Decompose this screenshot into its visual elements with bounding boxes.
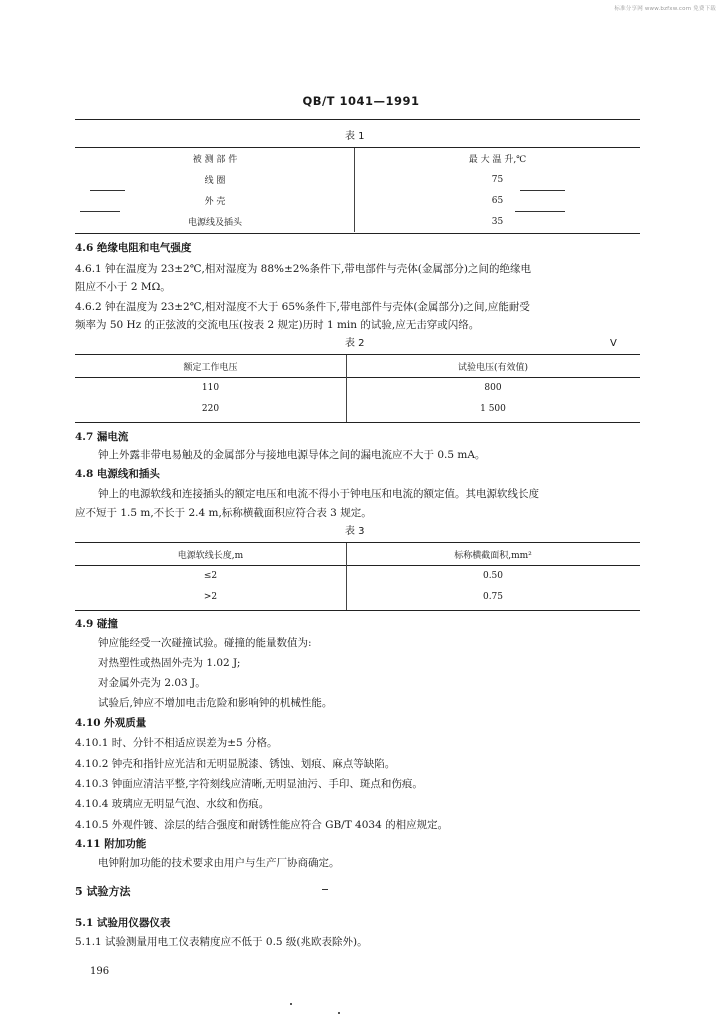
section-4-10-heading: 4.10 外观质量 bbox=[75, 717, 147, 729]
table2-caption: 表 2 bbox=[345, 338, 365, 349]
table1-cell: 35 bbox=[491, 216, 504, 227]
section-4-9-heading: 4.9 碰撞 bbox=[75, 618, 118, 630]
section-4-7-heading: 4.7 漏电流 bbox=[75, 431, 129, 443]
para-4-9-line2: 对热塑性或热固外壳为 1.02 J; bbox=[98, 657, 241, 669]
para-4-6-2-line1: 4.6.2 钟在温度为 23±2℃,相对湿度不大于 65%条件下,带电部件与壳体(金属部分)之间,应能耐受 bbox=[75, 301, 530, 313]
item-4-10-1: 4.10.1 时、分针不相适应误差为±5 分格。 bbox=[75, 737, 278, 749]
para-4-9-line4: 试验后,钟应不增加电击危险和影响钟的机械性能。 bbox=[98, 697, 333, 709]
table-row bbox=[75, 565, 640, 586]
section-4-6-heading: 4.6 绝缘电阻和电气强度 bbox=[75, 242, 192, 254]
item-4-10-4: 4.10.4 玻璃应无明显气泡、水纹和伤痕。 bbox=[75, 798, 270, 810]
table1-cell: 75 bbox=[491, 174, 504, 185]
table-row bbox=[75, 398, 640, 419]
table1-cell: 电源线及插头 bbox=[187, 218, 242, 228]
table1-tick bbox=[515, 211, 565, 212]
table1-cell: 65 bbox=[491, 195, 504, 206]
page-number: 196 bbox=[90, 966, 110, 977]
table3-header-area: 标称横截面积,mm² bbox=[454, 550, 532, 561]
table3-cell: >2 bbox=[203, 591, 218, 602]
table1-caption: 表 1 bbox=[345, 131, 365, 142]
watermark: 标准分享网 www.bzfxw.com 免费下载 bbox=[614, 6, 716, 12]
scan-speck bbox=[338, 1012, 340, 1014]
section-4-11-heading: 4.11 附加功能 bbox=[75, 838, 147, 850]
table1-cell: 外 壳 bbox=[204, 197, 226, 207]
table3-header-length: 电源软线长度,m bbox=[177, 550, 244, 561]
table3 bbox=[75, 543, 640, 607]
table1-tick bbox=[80, 211, 120, 212]
table1-tick bbox=[90, 190, 125, 191]
table1-header-part: 被 测 部 件 bbox=[192, 155, 238, 165]
item-4-10-2: 4.10.2 钟壳和指针应光洁和无明显脱漆、锈蚀、划痕、麻点等缺陷。 bbox=[75, 758, 396, 770]
table2-cell: 800 bbox=[484, 382, 502, 393]
table3-cell: 0.75 bbox=[482, 591, 504, 602]
table1-header-row bbox=[75, 148, 640, 169]
table2-cell: 220 bbox=[201, 403, 220, 414]
table2-header-row bbox=[75, 355, 640, 377]
scan-speck bbox=[290, 1003, 292, 1005]
header-rule bbox=[75, 119, 640, 120]
para-4-9-line1: 钟应能经受一次碰撞试验。碰撞的能量数值为: bbox=[98, 637, 312, 649]
table-row bbox=[75, 190, 640, 211]
table2-bottom-rule bbox=[75, 422, 640, 423]
table1-tick bbox=[520, 190, 565, 191]
item-4-10-3: 4.10.3 钟面应清洁平整,字符刻线应清晰,无明显油污、手印、斑点和伤痕。 bbox=[75, 778, 423, 790]
para-4-7: 钟上外露非带电易触及的金属部分与接地电源导体之间的漏电流应不大于 0.5 mA。 bbox=[98, 449, 486, 461]
table-row bbox=[75, 377, 640, 398]
para-4-8-line1: 钟上的电源软线和连接插头的额定电压和电流不得小于钟电压和电流的额定值。其电源软线长度 bbox=[98, 488, 539, 500]
item-4-10-5: 4.10.5 外观件镀、涂层的结合强度和耐锈性能应符合 GB/T 4034 的相应规定。 bbox=[75, 819, 449, 831]
table2 bbox=[75, 355, 640, 419]
table2-cell: 1 500 bbox=[480, 403, 506, 414]
table3-cell: ≤2 bbox=[203, 570, 218, 581]
table3-bottom-rule bbox=[75, 610, 640, 611]
section-4-8-heading: 4.8 电源线和插头 bbox=[75, 468, 160, 480]
table3-header-row bbox=[75, 543, 640, 565]
para-5-1-1: 5.1.1 试验测量用电工仪表精度应不低于 0.5 级(兆欧表除外)。 bbox=[75, 936, 368, 948]
para-4-11: 电钟附加功能的技术要求由用户与生产厂协商确定。 bbox=[98, 857, 340, 869]
para-4-6-2-line2: 频率为 50 Hz 的正弦波的交流电压(按表 2 规定)历时 1 min 的试验,应无击穿或闪络。 bbox=[75, 319, 480, 331]
section-5-1-heading: 5.1 试验用仪器仪表 bbox=[75, 917, 171, 929]
para-4-9-line3: 对金属外壳为 2.03 J。 bbox=[98, 677, 206, 689]
para-4-8-line2: 应不短于 1.5 m,不长于 2.4 m,标称横截面积应符合表 3 规定。 bbox=[75, 507, 372, 519]
table1-bottom-rule bbox=[75, 233, 640, 234]
table2-unit: V bbox=[610, 338, 617, 349]
table-row bbox=[75, 211, 640, 232]
table3-cell: 0.50 bbox=[482, 570, 504, 581]
table2-header-rated: 额定工作电压 bbox=[183, 362, 238, 373]
table3-caption: 表 3 bbox=[345, 526, 365, 537]
standard-code-header: QB/T 1041—1991 bbox=[302, 94, 420, 108]
para-4-6-1-line1: 4.6.1 钟在温度为 23±2℃,相对湿度为 88%±2%条件下,带电部件与壳体(金属部分)之间的绝缘电 bbox=[75, 263, 531, 275]
para-4-6-1-line2: 阻应不小于 2 MΩ。 bbox=[75, 281, 171, 293]
table-row bbox=[75, 169, 640, 190]
stray-mark bbox=[322, 889, 328, 890]
section-5-heading: 5 试验方法 bbox=[75, 885, 131, 898]
table-row bbox=[75, 586, 640, 607]
table1-cell: 线 圈 bbox=[204, 176, 226, 186]
table2-header-test: 试验电压(有效值) bbox=[457, 362, 529, 373]
table1-header-temp: 最 大 温 升,℃ bbox=[468, 155, 527, 165]
table2-cell: 110 bbox=[201, 382, 220, 393]
